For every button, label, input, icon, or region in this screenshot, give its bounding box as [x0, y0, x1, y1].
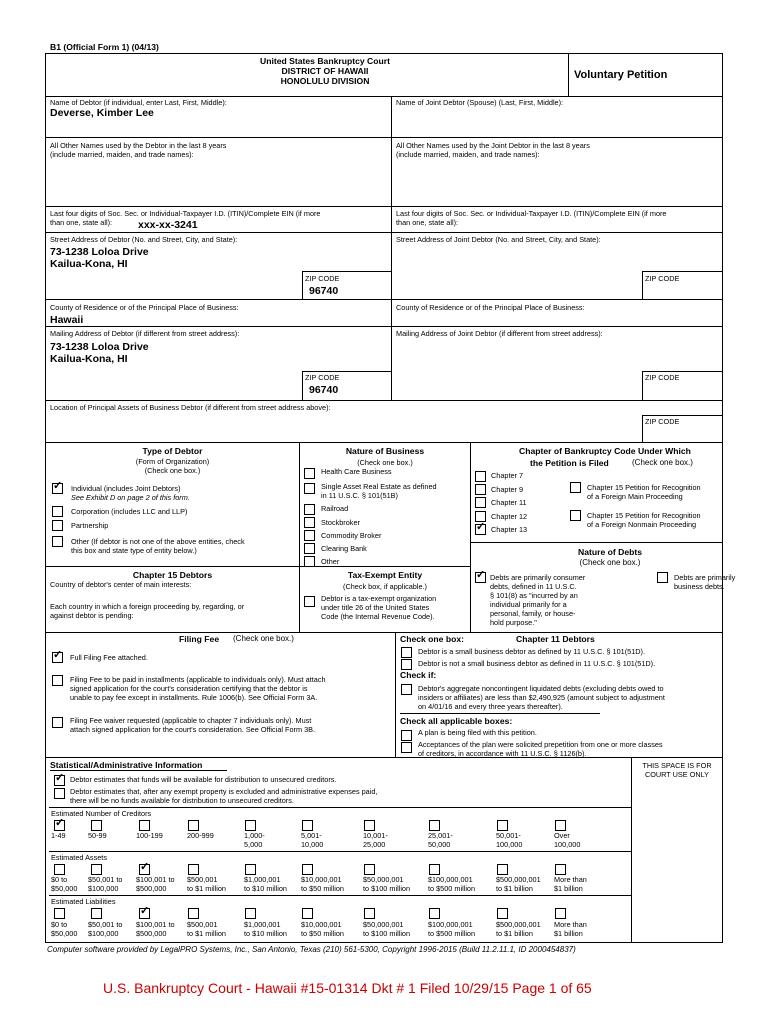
nature-item: Railroad: [321, 504, 349, 513]
individual-checkbox[interactable]: [52, 483, 63, 494]
street-label: Street Address of Debtor (No. and Street, City, and State):: [50, 235, 238, 244]
ch15-heading: Chapter 15 Debtors: [132, 570, 213, 580]
creditors-range: 5,001- 10,000: [301, 831, 324, 849]
assets-range: $100,001 to $500,000: [136, 875, 175, 893]
other-business-checkbox[interactable]: [304, 556, 315, 567]
other-names-label: All Other Names used by the Debtor in the last 8 years (include married, maiden, and trade names):: [50, 141, 227, 159]
debts-heading: Nature of Debts: [578, 547, 642, 557]
type-heading: Type of Debtor: [142, 446, 203, 456]
assets-checkbox[interactable]: [91, 864, 102, 875]
assets-checkbox[interactable]: [188, 864, 199, 875]
funds-available-checkbox[interactable]: [54, 775, 65, 786]
debtor-name-label: Name of Debtor (if individual, enter Last, First, Middle):: [50, 98, 227, 107]
location-zip-label: ZIP CODE: [645, 417, 680, 426]
installments-label: Filing Fee to be paid in installments (applicable to individuals only). Must attach signed application for the court's consideration certifying that the debtor is unable to pay fee except in installments. Rule 1006(b). See Official Form 3A.: [70, 675, 326, 702]
nature-item: Commodity Broker: [321, 531, 382, 540]
liabilities-checkbox[interactable]: [429, 908, 440, 919]
liabilities-checkbox[interactable]: [302, 908, 313, 919]
liabilities-checkbox[interactable]: [364, 908, 375, 919]
assets-label: Estimated Assets: [51, 853, 107, 862]
not-small-business-label: Debtor is not a small business debtor as defined in 11 U.S.C. § 101(51D).: [418, 659, 656, 668]
mailing-zip[interactable]: 96740: [309, 384, 339, 396]
consumer-debts-checkbox[interactable]: [475, 572, 486, 583]
county-label: County of Residence or of the Principal Place of Business:: [50, 303, 239, 312]
recognition-main-checkbox[interactable]: [570, 482, 581, 493]
assets-checkbox[interactable]: [555, 864, 566, 875]
chapter-item: Chapter 9: [491, 485, 524, 494]
tax-exempt-heading: Tax-Exempt Entity: [347, 570, 423, 580]
creditors-range: 50,001- 100,000: [496, 831, 523, 849]
court-use-only: THIS SPACE IS FOR COURT USE ONLY: [642, 761, 712, 779]
ch11-heading: Chapter 11 Debtors: [516, 634, 595, 644]
court-name: United States Bankruptcy Court DISTRICT OF HAWAII HONOLULU DIVISION: [260, 56, 390, 86]
liabilities-range: $500,001 to $1 million: [187, 920, 226, 938]
tax-exempt-checkbox[interactable]: [304, 596, 315, 607]
creditors-checkbox[interactable]: [91, 820, 102, 831]
no-funds-checkbox[interactable]: [54, 788, 65, 799]
corporation-checkbox[interactable]: [52, 506, 63, 517]
funds-available-label: Debtor estimates that funds will be available for distribution to unsecured creditors.: [70, 775, 337, 784]
liabilities-100001-500000-checkbox[interactable]: [139, 908, 150, 919]
stockbroker-checkbox[interactable]: [304, 517, 315, 528]
chapter-item: Chapter 13: [491, 525, 528, 534]
recognition-nonmain-checkbox[interactable]: [570, 510, 581, 521]
nature-heading: Nature of Business: [345, 446, 425, 456]
commodity-broker-checkbox[interactable]: [304, 530, 315, 541]
assets-checkbox[interactable]: [302, 864, 313, 875]
liabilities-range: $50,001 to $100,000: [88, 920, 123, 938]
ch11-check-all: Check all applicable boxes:: [400, 716, 513, 726]
assets-range: $50,001 to $100,000: [88, 875, 123, 893]
debtor-street[interactable]: 73-1238 Loloa Drive Kailua-Kona, HI: [50, 246, 149, 270]
chapter-item: Chapter 7: [491, 471, 524, 480]
liabilities-range: $10,000,001 to $50 million: [301, 920, 344, 938]
debtor-ssn[interactable]: xxx-xx-3241: [138, 219, 198, 231]
installments-checkbox[interactable]: [52, 675, 63, 686]
chapter-heading-2: the Petition is Filed: [530, 458, 609, 468]
not-small-business-checkbox[interactable]: [401, 659, 412, 670]
fee-waiver-label: Filing Fee waiver requested (applicable to chapter 7 individuals only). Must attach signed application for the court's consideration. See Official Form 3B.: [70, 716, 316, 734]
health-care-checkbox[interactable]: [304, 468, 315, 479]
liabilities-checkbox[interactable]: [91, 908, 102, 919]
creditors-label: Estimated Number of Creditors: [51, 809, 152, 818]
assets-range: $500,001 to $1 million: [187, 875, 226, 893]
creditors-checkbox[interactable]: [302, 820, 313, 831]
joint-mailing-zip-label: ZIP CODE: [645, 373, 680, 382]
tax-exempt-text: Debtor is a tax-exempt organization under title 26 of the United States Code (the Internal Revenue Code).: [321, 594, 437, 621]
chapter-7-checkbox[interactable]: [475, 471, 486, 482]
liabilities-checkbox[interactable]: [188, 908, 199, 919]
business-debts-checkbox[interactable]: [657, 572, 668, 583]
other-entity-checkbox[interactable]: [52, 536, 63, 547]
creditors-range: 25,001- 50,000: [428, 831, 453, 849]
joint-zip-label: ZIP CODE: [645, 274, 680, 283]
no-funds-label: Debtor estimates that, after any exempt property is excluded and administrative expenses paid, there will be no funds available for distribution to unsecured creditors.: [70, 787, 378, 805]
creditors-range: 100-199: [136, 831, 163, 840]
assets-checkbox[interactable]: [429, 864, 440, 875]
joint-county-label: County of Residence or of the Principal Place of Business:: [396, 303, 585, 312]
assets-checkbox[interactable]: [245, 864, 256, 875]
chapter-item: Chapter 12: [491, 512, 528, 521]
assets-range: $10,000,001 to $50 million: [301, 875, 344, 893]
single-asset-checkbox[interactable]: [304, 483, 315, 494]
creditors-checkbox[interactable]: [497, 820, 508, 831]
nature-item: Other: [321, 557, 340, 566]
other-entity-label: Other (If debtor is not one of the above entities, check this box and state type of entity below.): [71, 537, 245, 555]
small-business-label: Debtor is a small business debtor as defined by 11 U.S.C. § 101(51D).: [418, 647, 645, 656]
liabilities-range: $500,000,001 to $1 billion: [496, 920, 541, 938]
creditors-range: 1-49: [51, 831, 66, 840]
liabilities-label: Estimated Liabilities: [51, 897, 116, 906]
creditors-checkbox[interactable]: [139, 820, 150, 831]
filing-fee-heading: Filing Fee: [179, 634, 220, 644]
debtor-mailing[interactable]: 73-1238 Loloa Drive Kailua-Kona, HI: [50, 341, 149, 365]
chapter-11-checkbox[interactable]: [475, 497, 486, 508]
aggregate-debts-label: Debtor's aggregate noncontingent liquidated debts (excluding debts owed to insiders or affiliates) are less than $2,490,925 (amount subject to adjustment on 4/01/16 and every three years thereafter).: [418, 684, 665, 711]
corporation-label: Corporation (includes LLC and LLP): [71, 507, 188, 516]
individual-label: Individual (includes Joint Debtors): [71, 484, 181, 493]
ch15-each-country: Each country in which a foreign proceeding by, regarding, or against debtor is pending:: [50, 602, 245, 620]
railroad-checkbox[interactable]: [304, 504, 315, 515]
nature-item: Clearing Bank: [321, 544, 367, 553]
debtor-name[interactable]: Deverse, Kimber Lee: [50, 107, 154, 119]
liabilities-range: More than $1 billion: [554, 920, 587, 938]
creditors-checkbox[interactable]: [429, 820, 440, 831]
aggregate-debts-checkbox[interactable]: [401, 684, 412, 695]
joint-street-label: Street Address of Joint Debtor (No. and Street, City, and State):: [396, 235, 601, 244]
creditors-1-49-checkbox[interactable]: [54, 820, 65, 831]
liabilities-range: $100,000,001 to $500 million: [428, 920, 476, 938]
nature-sub: (Check one box.): [357, 458, 413, 467]
ch11-check-if: Check if:: [400, 670, 437, 680]
creditors-checkbox[interactable]: [555, 820, 566, 831]
assets-range: $0 to $50,000: [51, 875, 78, 893]
joint-ssn-label: Last four digits of Soc. Sec. or Individual-Taxpayer I.D. (ITIN)/Complete EIN (if more than one, state all):: [396, 209, 667, 227]
assets-checkbox[interactable]: [54, 864, 65, 875]
ch15-country-label: Country of debtor's center of main interests:: [50, 580, 192, 589]
nature-item: Health Care Business: [321, 467, 392, 476]
assets-checkbox[interactable]: [497, 864, 508, 875]
zip-label: ZIP CODE: [305, 274, 340, 283]
software-credit: Computer software provided by LegalPRO Systems, Inc., San Antonio, Texas (210) 561-5300, Copyright 1996-2015 (Build 11.2.11.1, ID 2000454837): [47, 945, 576, 954]
joint-name-label: Name of Joint Debtor (Spouse) (Last, First, Middle):: [396, 98, 564, 107]
creditors-checkbox[interactable]: [188, 820, 199, 831]
creditors-range: 50-99: [88, 831, 107, 840]
consumer-debts-label: Debts are primarily consumer debts, defined in 11 U.S.C. § 101(8) as "incurred by an individual primarily for a personal, family, or house- hold purpose.": [490, 573, 586, 627]
liabilities-checkbox[interactable]: [555, 908, 566, 919]
creditors-range: 10,001- 25,000: [363, 831, 388, 849]
chapter-item: Chapter 11: [491, 498, 527, 507]
creditors-range: Over 100,000: [554, 831, 581, 849]
recognition-main-label: Chapter 15 Petition for Recognition of a Foreign Main Proceeding: [587, 483, 701, 501]
chapter-9-checkbox[interactable]: [475, 484, 486, 495]
location-label: Location of Principal Assets of Business Debtor (if different from street address above):: [50, 403, 331, 412]
nature-item: Stockbroker: [321, 518, 360, 527]
debtor-zip[interactable]: 96740: [309, 285, 339, 297]
chapter-sub: (Check one box.): [632, 458, 693, 467]
debtor-county[interactable]: Hawaii: [50, 314, 84, 326]
liabilities-checkbox[interactable]: [245, 908, 256, 919]
business-debts-label: Debts are primarily business debts.: [674, 573, 736, 591]
assets-range: More than $1 billion: [554, 875, 587, 893]
assets-checkbox[interactable]: [364, 864, 375, 875]
liabilities-range: $1,000,001 to $10 million: [244, 920, 287, 938]
debts-sub: (Check one box.): [579, 558, 641, 567]
recognition-nonmain-label: Chapter 15 Petition for Recognition of a Foreign Nonmain Proceeding: [587, 511, 701, 529]
joint-mailing-label: Mailing Address of Joint Debtor (if different from street address):: [396, 329, 603, 338]
fee-waiver-checkbox[interactable]: [52, 717, 63, 728]
assets-range: $1,000,001 to $10 million: [244, 875, 287, 893]
chapter-13-checkbox[interactable]: [475, 524, 486, 535]
plan-filed-checkbox[interactable]: [401, 730, 412, 741]
creditors-range: 200-999: [187, 831, 214, 840]
clearing-bank-checkbox[interactable]: [304, 543, 315, 554]
liabilities-checkbox[interactable]: [54, 908, 65, 919]
full-fee-label: Full Filing Fee attached.: [70, 653, 148, 662]
joint-other-names-label: All Other Names used by the Joint Debtor in the last 8 years (include married, maiden, and trade names):: [396, 141, 590, 159]
creditors-checkbox[interactable]: [245, 820, 256, 831]
assets-100001-500000-checkbox[interactable]: [139, 864, 150, 875]
creditors-range: 1,000- 5,000: [244, 831, 265, 849]
partnership-label: Partnership: [71, 521, 109, 530]
mailing-zip-label: ZIP CODE: [305, 373, 340, 382]
assets-range: $500,000,001 to $1 billion: [496, 875, 541, 893]
partnership-checkbox[interactable]: [52, 520, 63, 531]
plan-filed-label: A plan is being filed with this petition.: [418, 728, 537, 737]
chapter-heading: Chapter of Bankruptcy Code Under Which: [519, 446, 691, 456]
individual-note: See Exhibit D on page 2 of this form.: [71, 493, 190, 502]
creditors-checkbox[interactable]: [364, 820, 375, 831]
form-id: B1 (Official Form 1) (04/13): [50, 42, 159, 52]
liabilities-range: $0 to $50,000: [51, 920, 78, 938]
acceptances-checkbox[interactable]: [401, 742, 412, 753]
small-business-checkbox[interactable]: [401, 647, 412, 658]
assets-range: $50,000,001 to $100 million: [363, 875, 411, 893]
ssn-label: Last four digits of Soc. Sec. or Individual-Taxpayer I.D. (ITIN)/Complete EIN (if more than one, state all):: [50, 209, 321, 227]
full-fee-checkbox[interactable]: [52, 652, 63, 663]
court-footer: U.S. Bankruptcy Court - Hawaii #15-01314 Dkt # 1 Filed 10/29/15 Page 1 of 65: [103, 980, 592, 996]
liabilities-range: $100,001 to $500,000: [136, 920, 175, 938]
nature-item: Single Asset Real Estate as defined in 11 U.S.C. § 101(51B): [321, 482, 437, 500]
stats-heading: Statistical/Administrative Information: [50, 760, 203, 770]
ch11-check-one: Check one box:: [400, 634, 464, 644]
tax-exempt-sub: (Check box, if applicable.): [343, 582, 427, 591]
filing-fee-sub: (Check one box.): [233, 634, 294, 643]
assets-range: $100,000,001 to $500 million: [428, 875, 476, 893]
type-sub: (Form of Organization) (Check one box.): [135, 457, 210, 475]
liabilities-checkbox[interactable]: [497, 908, 508, 919]
acceptances-label: Acceptances of the plan were solicited prepetition from one or more classes of creditors, in accordance with 11 U.S.C. § 1126(b).: [418, 740, 663, 758]
liabilities-range: $50,000,001 to $100 million: [363, 920, 411, 938]
mailing-label: Mailing Address of Debtor (if different from street address):: [50, 329, 240, 338]
form-title: Voluntary Petition: [574, 69, 668, 81]
